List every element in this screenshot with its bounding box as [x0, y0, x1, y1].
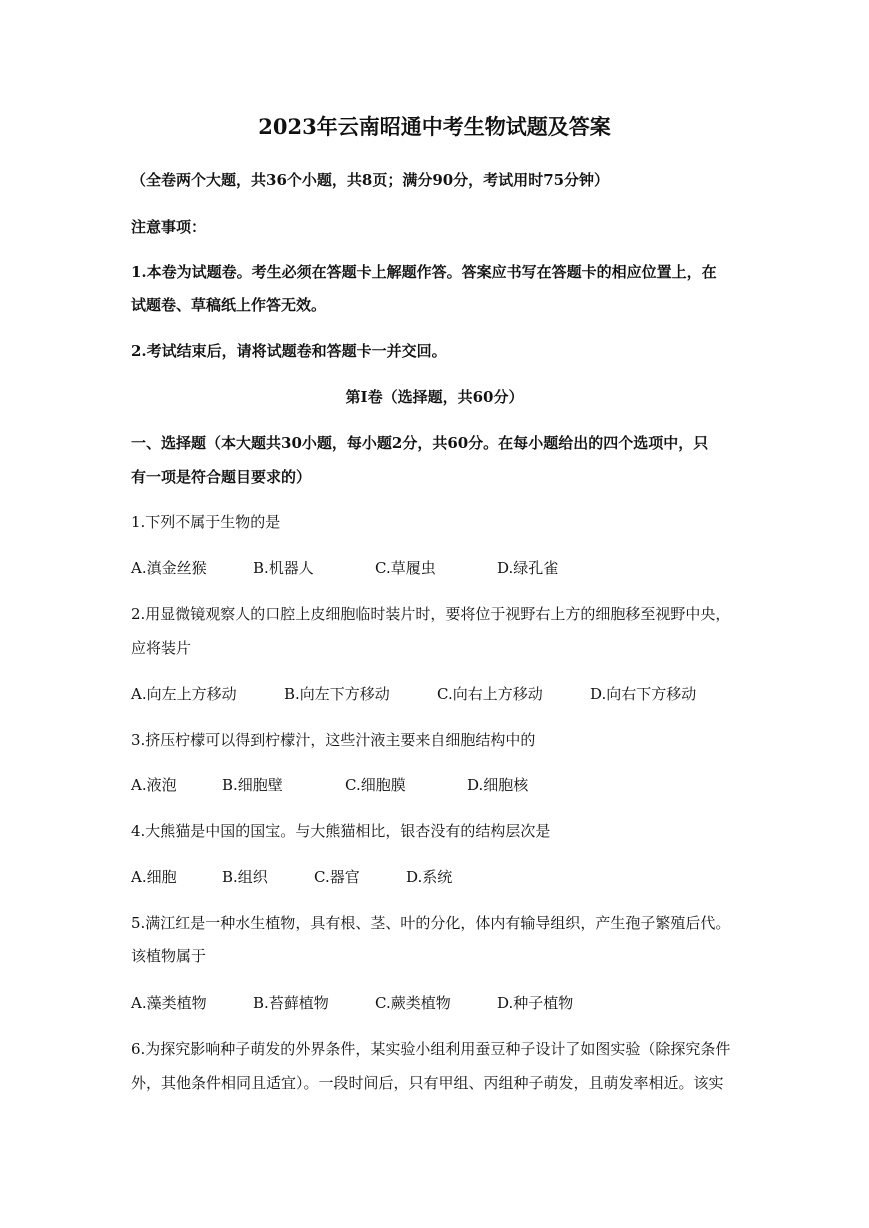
question-5-stem-line2: 该植物属于: [131, 947, 207, 965]
question-2-option-b: B.向左下方移动: [284, 685, 390, 703]
question-5-stem-line1: 5.满江红是一种水生植物，具有根、茎、叶的分化，体内有输导组织，产生孢子繁殖后代。: [131, 914, 731, 932]
question-2-stem-line1: 2.用显微镜观察人的口腔上皮细胞临时装片时，要将位于视野右上方的细胞移至视野中央，: [131, 605, 731, 623]
question-4-option-d: D.系统: [406, 868, 453, 886]
question-1-option-c: C.草履虫: [375, 559, 436, 577]
question-1-stem: 1.下列不属于生物的是: [131, 513, 281, 531]
question-4-option-b: B.组织: [222, 868, 268, 886]
notice-heading: 注意事项：: [131, 218, 207, 236]
notice-2: 2.考试结束后，请将试题卷和答题卡一并交回。: [131, 342, 447, 360]
question-5-option-d: D.种子植物: [497, 994, 574, 1012]
section-heading-line1: 一、选择题（本大题共30小题，每小题2分，共60分。在每小题给出的四个选项中，只: [131, 434, 709, 452]
question-2-stem-line2: 应将装片: [131, 639, 192, 657]
part-heading: 第Ⅰ卷（选择题，共60分）: [345, 388, 524, 406]
question-2-option-c: C.向右上方移动: [437, 685, 543, 703]
page-title: 2023年云南昭通中考生物试题及答案: [258, 114, 611, 139]
question-1-option-a: A.滇金丝猴: [131, 559, 207, 577]
question-1-option-d: D.绿孔雀: [497, 559, 559, 577]
question-6-stem-line1: 6.为探究影响种子萌发的外界条件，某实验小组利用蚕豆种子设计了如图实验（除探究条件: [131, 1040, 731, 1058]
question-4-stem: 4.大熊猫是中国的国宝。与大熊猫相比，银杏没有的结构层次是: [131, 822, 551, 840]
question-3-option-a: A.液泡: [131, 776, 177, 794]
question-3-option-d: D.细胞核: [467, 776, 529, 794]
section-heading-line2: 有一项是符合题目要求的）: [131, 468, 312, 486]
question-2-option-a: A.向左上方移动: [131, 685, 237, 703]
question-2-option-d: D.向右下方移动: [590, 685, 697, 703]
question-1-option-b: B.机器人: [253, 559, 314, 577]
notice-1-line1: 1.本卷为试题卷。考生必须在答题卡上解题作答。答案应书写在答题卡的相应位置上，在: [131, 263, 717, 281]
question-5-option-b: B.苔藓植物: [253, 994, 329, 1012]
question-5-option-c: C.蕨类植物: [375, 994, 451, 1012]
question-5-option-a: A.藻类植物: [131, 994, 207, 1012]
question-3-option-b: B.细胞壁: [222, 776, 283, 794]
question-4-option-a: A.细胞: [131, 868, 177, 886]
question-3-stem: 3.挤压柠檬可以得到柠檬汁，这些汁液主要来自细胞结构中的: [131, 731, 536, 749]
exam-info: （全卷两个大题，共36个小题，共8页；满分90分，考试用时75分钟）: [131, 171, 610, 189]
question-3-option-c: C.细胞膜: [345, 776, 406, 794]
notice-1-line2: 试题卷、草稿纸上作答无效。: [131, 296, 327, 314]
question-6-stem-line2: 外，其他条件相同且适宜）。一段时间后，只有甲组、丙组种子萌发，且萌发率相近。该实: [131, 1074, 724, 1092]
question-4-option-c: C.器官: [314, 868, 360, 886]
